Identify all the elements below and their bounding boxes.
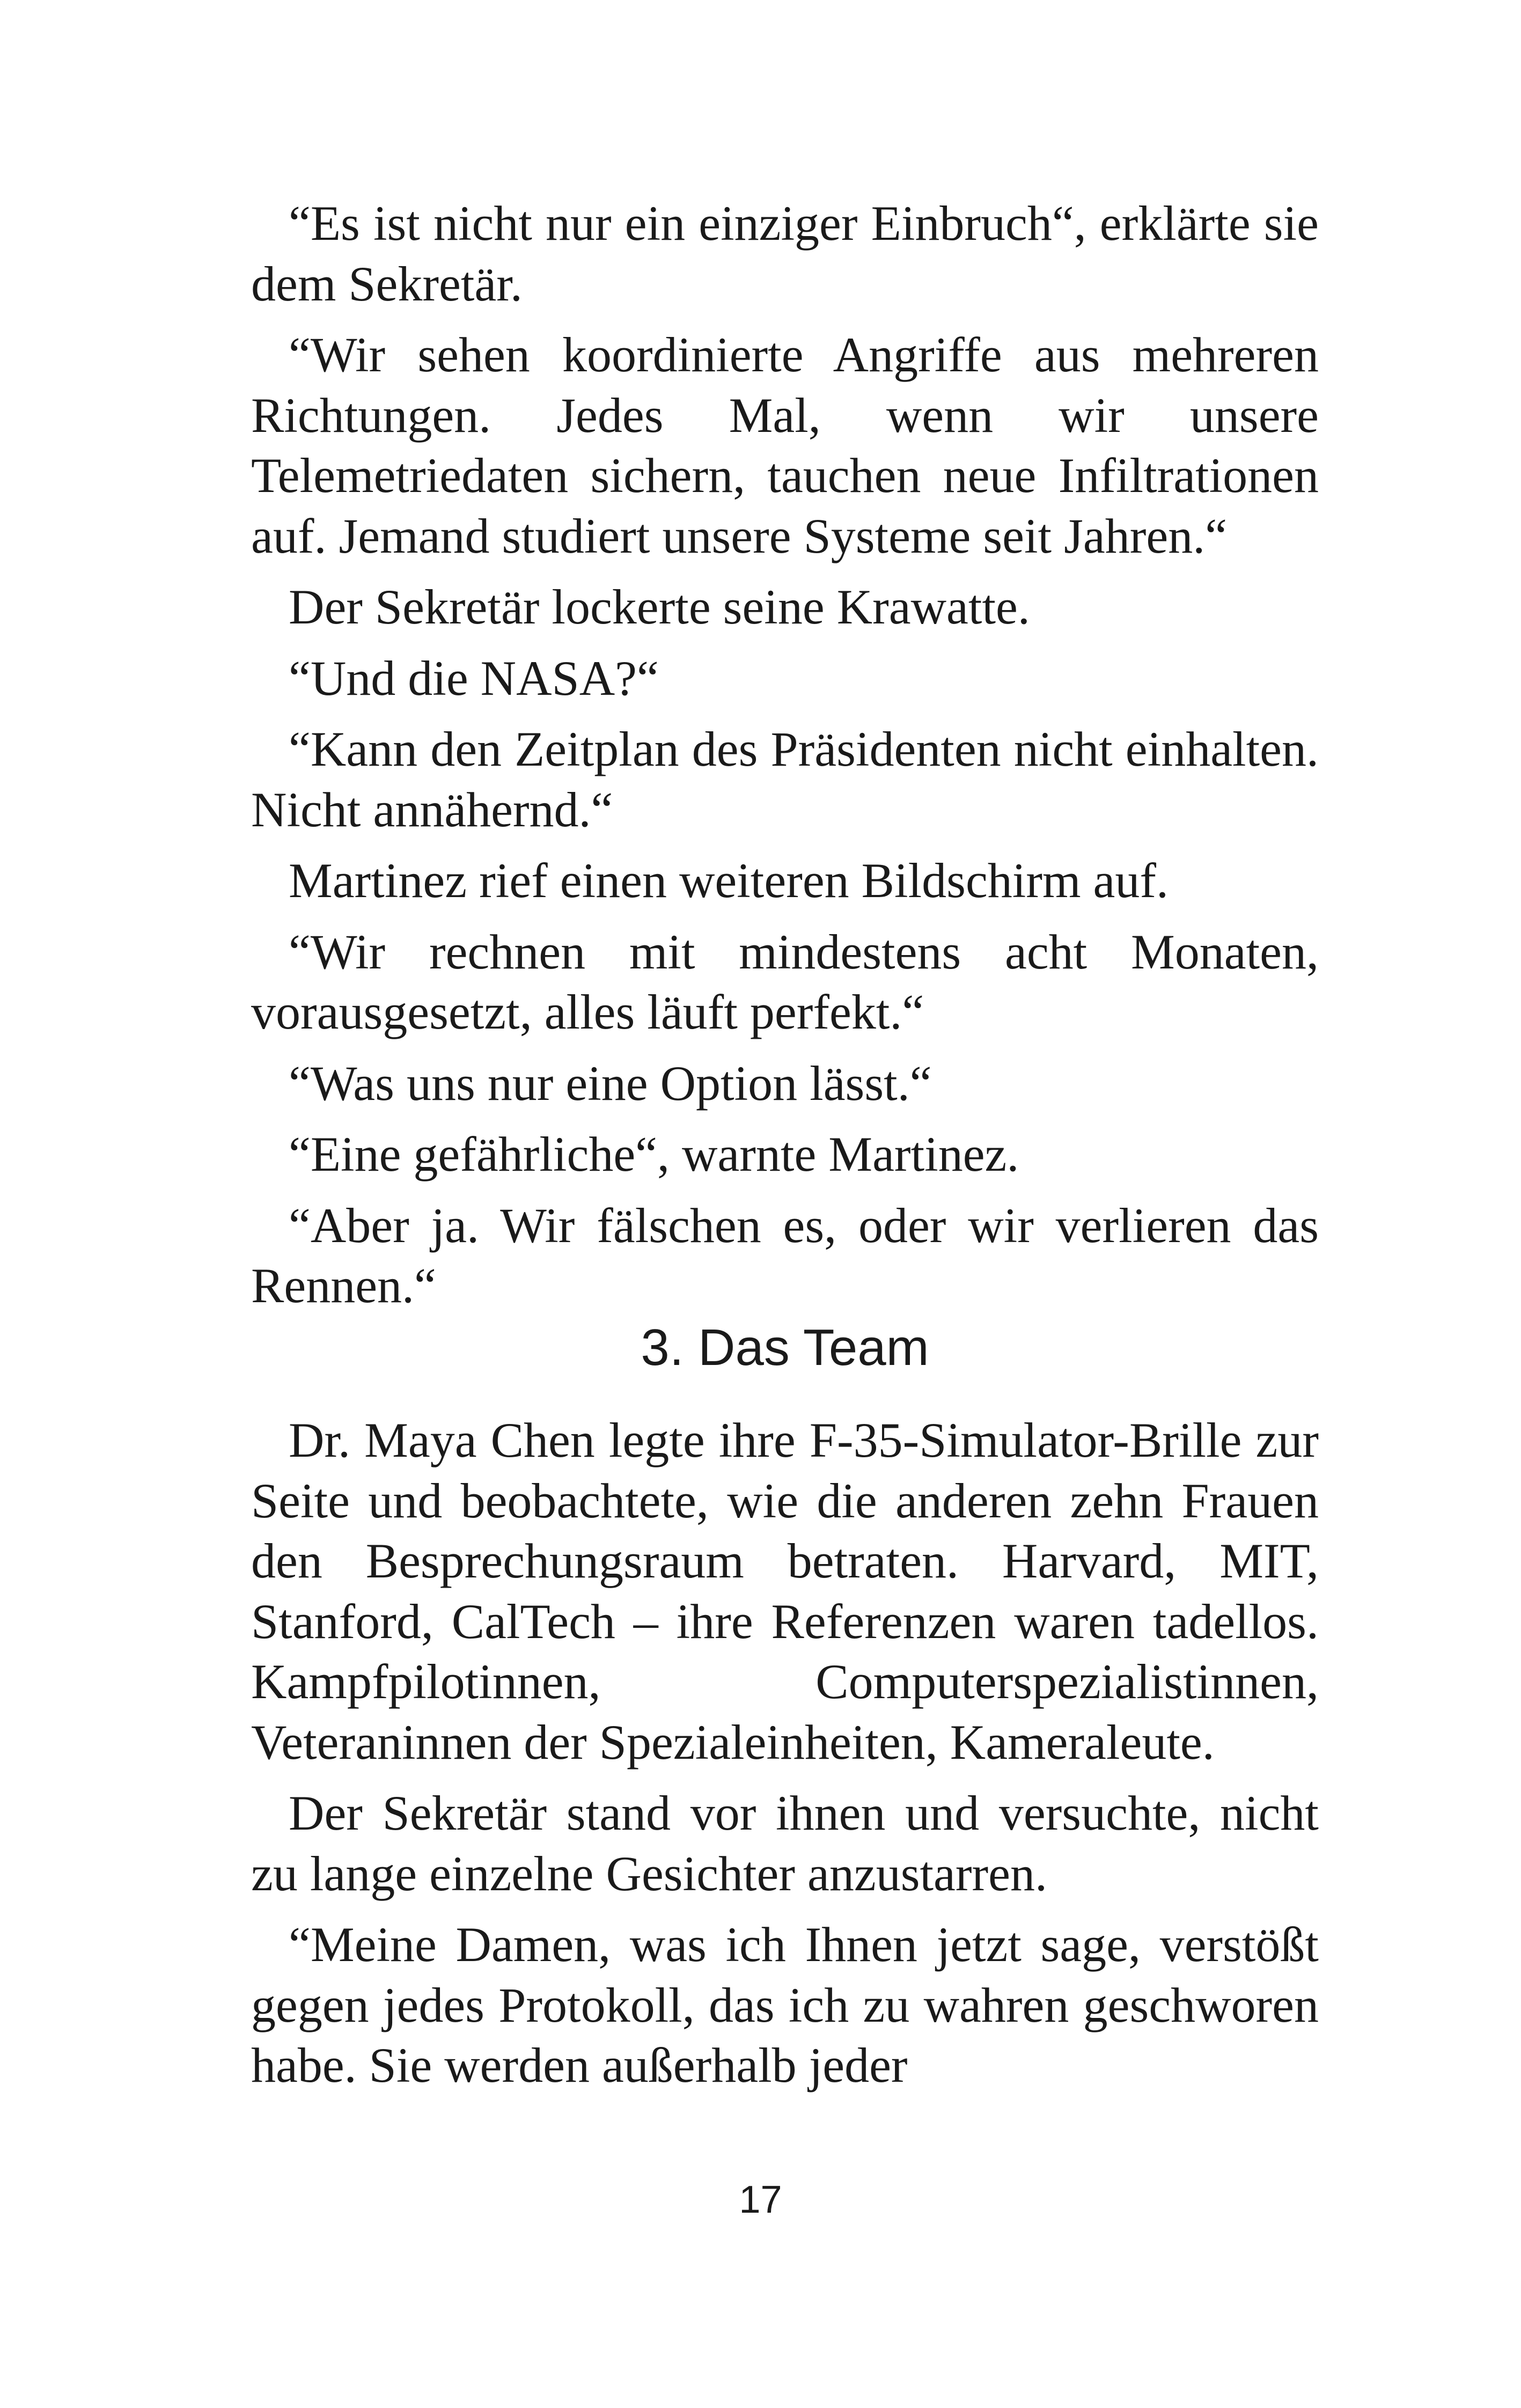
- chapter-heading: 3. Das Team: [641, 1319, 929, 1376]
- paragraph: Der Sekretär stand vor ihnen und versuchte, nicht zu lange einzelne Gesichter anzustarren.: [251, 1786, 1319, 1901]
- text-block-before-heading: [251, 193, 1319, 1327]
- paragraph: “Es ist nicht nur ein einziger Einbruch“, erklärte sie dem Sekretär.: [251, 196, 1319, 311]
- text-block-after-heading: [251, 1410, 1319, 2106]
- page-number: 17: [739, 2178, 782, 2221]
- paragraph: “Meine Damen, was ich Ihnen jetzt sage, verstößt gegen jedes Protokoll, das ich zu wahren geschworen habe. Sie werden außerhalb jeder: [251, 1917, 1319, 2093]
- paragraph: “Was uns nur eine Option lässt.“: [289, 1055, 932, 1111]
- paragraph: Der Sekretär lockerte seine Krawatte.: [289, 579, 1030, 634]
- paragraph: Dr. Maya Chen legte ihre F-35-Simulator-Brille zur Seite und beobachtete, wie die anderen zehn Frauen den Besprechungsraum betraten. Harvard, MIT, Stanford, CalTech – ihre Referenzen waren tadellos. Kampfpilotinnen, Computerspezialistinnen, Veteraninnen der Spezialeinheiten, Kameraleute.: [251, 1413, 1319, 1770]
- paragraph: Martinez rief einen weiteren Bildschirm auf.: [289, 853, 1169, 908]
- paragraph: “Und die NASA?“: [289, 650, 659, 706]
- paragraph: “Wir sehen koordinierte Angriffe aus mehreren Richtungen. Jedes Mal, wenn wir unsere Telemetriedaten sichern, tauchen neue Infiltrationen auf. Jemand studiert unsere Systeme seit Jahren.“: [251, 327, 1319, 563]
- paragraph: “Aber ja. Wir fälschen es, oder wir verlieren das Rennen.“: [251, 1198, 1319, 1313]
- paragraph: “Kann den Zeitplan des Präsidenten nicht einhalten. Nicht annähernd.“: [251, 722, 1319, 837]
- paragraph: “Wir rechnen mit mindestens acht Monaten, vorausgesetzt, alles läuft perfekt.“: [251, 924, 1319, 1039]
- paragraph: “Eine gefährliche“, warnte Martinez.: [289, 1127, 1019, 1181]
